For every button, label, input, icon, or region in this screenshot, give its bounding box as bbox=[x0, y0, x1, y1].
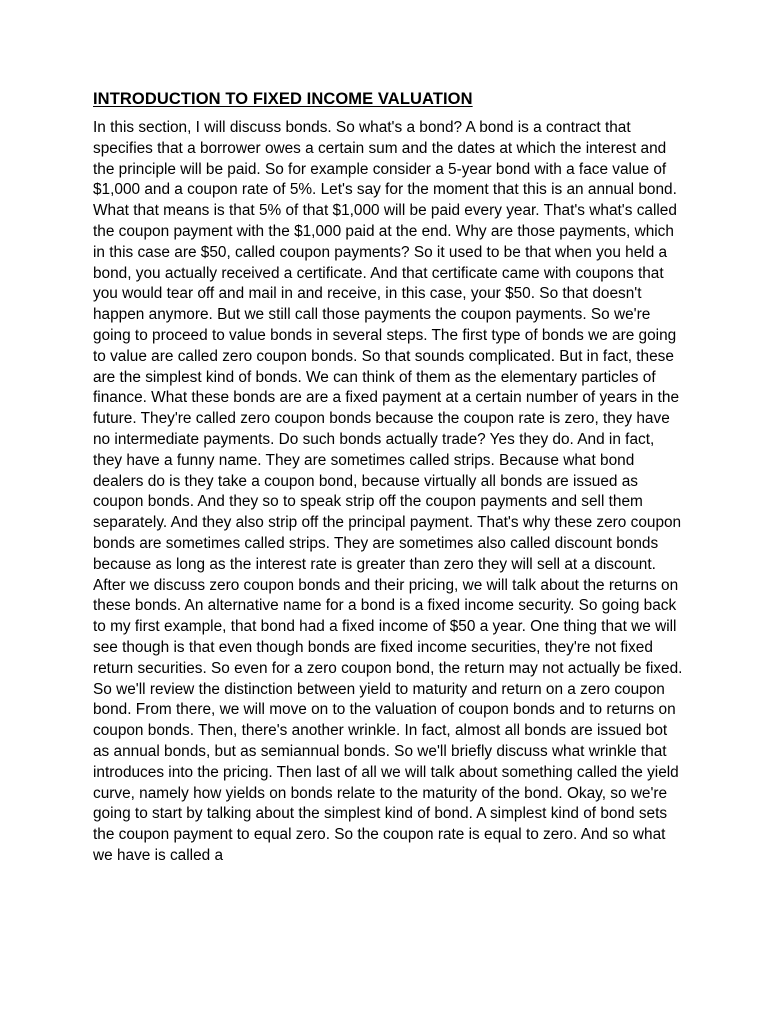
document-page bbox=[93, 88, 683, 867]
document-title: INTRODUCTION TO FIXED INCOME VALUATION bbox=[93, 90, 473, 108]
document-body-paragraph: In this section, I will discuss bonds. So what's a bond? A bond is a contract that specifies that a borrower owes a certain sum and the dates at which the interest and the principle will be paid. So for example consider a 5-year bond with a face value of $1,000 and a coupon rate of 5%. Let's say for the moment that this is an annual bond. What that means is that 5% of that $1,000 will be paid every year. That's what's called the coupon payment with the $1,000 paid at the end. Why are those payments, which in this case are $50, called coupon payments? So it used to be that when you held a bond, you actually received a certificate. And that certificate came with coupons that you would tear off and mail in and receive, in this case, your $50. So that doesn't happen anymore. But we still call those payments the coupon payments. So we're going to proceed to value bonds in several steps. The first type of bonds we are going to value are called zero coupon bonds. So that sounds complicated. But in fact, these are the simplest kind of bonds. We can think of them as the elementary particles of finance. What these bonds are are a fixed payment at a certain number of years in the future. They're called zero coupon bonds because the coupon rate is zero, they have no intermediate payments. Do such bonds actually trade? Yes they do. And in fact, they have a funny name. They are sometimes called strips. Because what bond dealers do is they take a coupon bond, because virtually all bonds are issued as coupon bonds. And they so to speak strip off the coupon payments and sell them separately. And they also strip off the principal payment. That's why these zero coupon bonds are sometimes called strips. They are sometimes also called discount bonds because as long as the interest rate is greater than zero they will sell at a discount. After we discuss zero coupon bonds and their pricing, we will talk about the returns on these bonds. An alternative name for a bond is a fixed income security. So going back to my first example, that bond had a fixed income of $50 a year. One thing that we will see though is that even though bonds are fixed income securities, they're not fixed return securities. So even for a zero coupon bond, the return may not actually be fixed. So we'll review the distinction between yield to maturity and return on a zero coupon bond. From there, we will move on to the valuation of coupon bonds and to returns on coupon bonds. Then, there's another wrinkle. In fact, almost all bonds are issued bot as annual bonds, but as semiannual bonds. So we'll briefly discuss what wrinkle that introduces into the pricing. Then last of all we will talk about something called the yield curve, namely how yields on bonds relate to the maturity of the bond. Okay, so we're going to start by talking about the simplest kind of bond. A simplest kind of bond sets the coupon payment to equal zero. So the coupon rate is equal to zero. And so what we have is called a bbox=[93, 119, 683, 864]
